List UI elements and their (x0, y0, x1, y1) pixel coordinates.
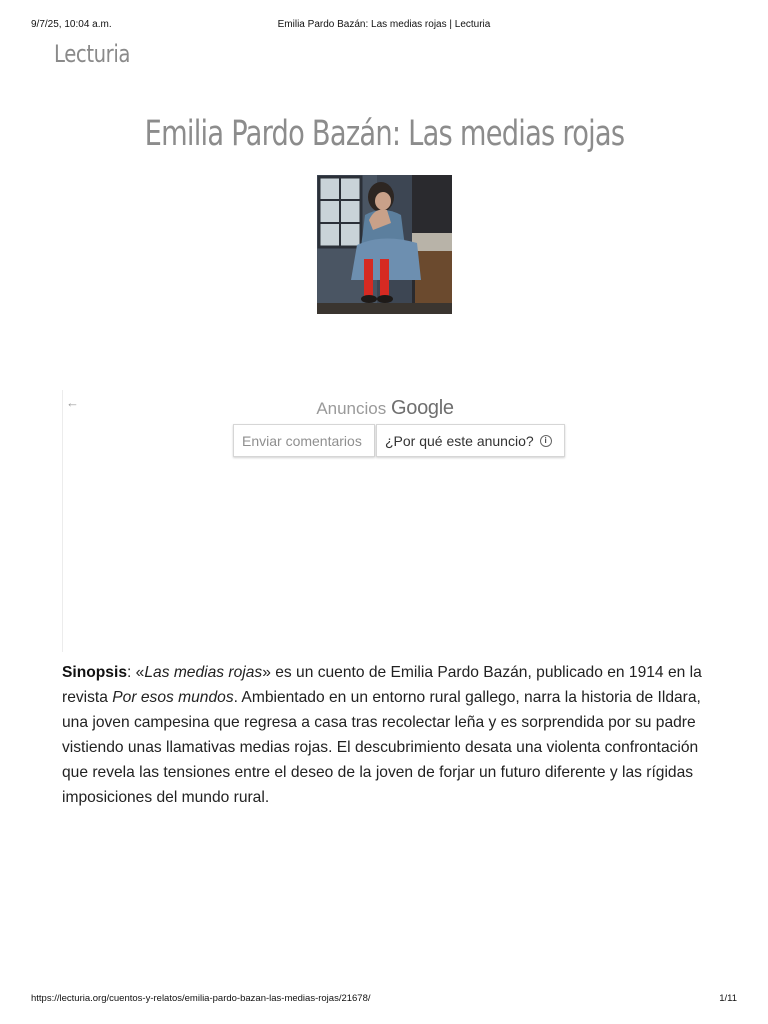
why-this-ad-button[interactable] (376, 424, 565, 457)
story-title: Las medias rojas (144, 664, 263, 681)
ad-buttons (233, 424, 565, 457)
featured-illustration (317, 175, 452, 314)
send-feedback-button[interactable]: Enviar comentarios (233, 424, 375, 457)
ad-label-text: Anuncios (316, 399, 387, 418)
why-this-ad-label: ¿Por qué este anuncio? (385, 432, 534, 449)
site-logo-link[interactable]: Lecturia (54, 40, 131, 68)
print-page-title: Emilia Pardo Bazán: Las medias rojas | Lecturia (277, 19, 491, 30)
page-number: 1/11 (719, 993, 737, 1004)
google-logo: Google (390, 397, 454, 419)
synopsis-paragraph: Sinopsis: «Las medias rojas» es un cuento de Emilia Pardo Bazán, publicado en 1914 en la revista Por esos mundos. Ambientado en un entorno rural gallego, narra la historia de Ildara, una joven campesina que regresa a casa tras recolectar leña y es sorprendida por su padre vistiendo unas llamativas medias rojas. El descubrimiento desata una violenta confrontación que revela las tensiones entre el deseo de la joven de forjar un futuro diferente y las rígidas imposiciones del mundo rural. (62, 664, 702, 806)
synopsis-label: Sinopsis (62, 664, 127, 681)
ad-back-arrow-icon[interactable]: ← (66, 395, 79, 410)
ad-attribution (63, 397, 707, 420)
page-url: https://lecturia.org/cuentos-y-relatos/emilia-pardo-bazan-las-medias-rojas/21678/ (31, 993, 371, 1004)
featured-image (317, 175, 452, 314)
magazine-title: Por esos mundos (112, 689, 234, 706)
article-title: Emilia Pardo Bazán: Las medias rojas (144, 114, 624, 154)
info-icon: i (540, 435, 552, 447)
print-header (0, 19, 768, 33)
ad-container (62, 390, 706, 652)
print-date: 9/7/25, 10:04 a.m. (31, 19, 112, 30)
